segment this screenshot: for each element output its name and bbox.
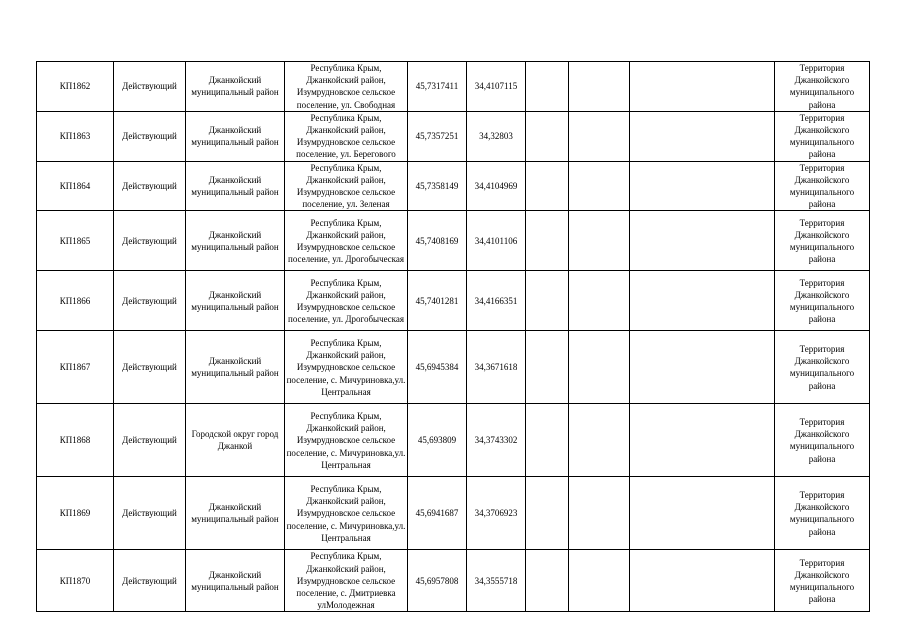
empty-cell <box>526 161 569 211</box>
status-cell: Действующий <box>114 211 186 271</box>
territory-cell: Территория Джанкойского муниципального района <box>775 477 870 550</box>
empty-cell <box>630 404 775 477</box>
empty-cell <box>526 331 569 404</box>
table-row <box>37 550 870 612</box>
municipality-cell: Джанкойский муниципальный район <box>186 161 285 211</box>
latitude-cell: 45,6945384 <box>408 331 467 404</box>
municipality-cell: Джанкойский муниципальный район <box>186 271 285 331</box>
municipality-cell: Джанкойский муниципальный район <box>186 550 285 612</box>
territory-cell: Территория Джанкойского муниципального района <box>775 331 870 404</box>
empty-cell <box>526 404 569 477</box>
territory-cell: Территория Джанкойского муниципального района <box>775 404 870 477</box>
status-cell: Действующий <box>114 161 186 211</box>
code-cell: КП1868 <box>37 404 114 477</box>
address-cell: Республика Крым, Джанкойский район, Изумрудновское сельское поселение, ул. Дрогобычеcкая <box>285 271 408 331</box>
municipality-cell: Джанкойский муниципальный район <box>186 331 285 404</box>
empty-cell <box>569 271 630 331</box>
code-cell: КП1863 <box>37 111 114 161</box>
status-cell: Действующий <box>114 62 186 112</box>
territory-cell: Территория Джанкойского муниципального района <box>775 62 870 112</box>
address-cell: Республика Крым, Джанкойский район, Изумрудновское сельское поселение, ул. Дрогобычеcкая <box>285 211 408 271</box>
status-cell: Действующий <box>114 331 186 404</box>
address-cell: Республика Крым, Джанкойский район, Изумрудновское сельское поселение, с. Мичуриновка,ул. Центральная <box>285 331 408 404</box>
municipality-cell: Джанкойский муниципальный район <box>186 211 285 271</box>
empty-cell <box>630 111 775 161</box>
municipality-cell: Джанкойский муниципальный район <box>186 111 285 161</box>
longitude-cell: 34,4104969 <box>467 161 526 211</box>
empty-cell <box>569 331 630 404</box>
table-row <box>37 404 870 477</box>
empty-cell <box>630 271 775 331</box>
table-row <box>37 331 870 404</box>
empty-cell <box>526 271 569 331</box>
code-cell: КП1862 <box>37 62 114 112</box>
address-cell: Республика Крым, Джанкойский район, Изумрудновское сельское поселение, с. Мичуриновка,ул. Центральная <box>285 404 408 477</box>
code-cell: КП1867 <box>37 331 114 404</box>
registry-table <box>36 61 870 612</box>
longitude-cell: 34,3743302 <box>467 404 526 477</box>
longitude-cell: 34,4107115 <box>467 62 526 112</box>
longitude-cell: 34,3555718 <box>467 550 526 612</box>
table-row <box>37 62 870 112</box>
longitude-cell: 34,3706923 <box>467 477 526 550</box>
table-row <box>37 161 870 211</box>
status-cell: Действующий <box>114 271 186 331</box>
empty-cell <box>569 111 630 161</box>
longitude-cell: 34,4166351 <box>467 271 526 331</box>
table-body <box>37 62 870 612</box>
code-cell: КП1865 <box>37 211 114 271</box>
address-cell: Республика Крым, Джанкойский район, Изумрудновское сельское поселение, ул. Зеленая <box>285 161 408 211</box>
empty-cell <box>526 550 569 612</box>
address-cell: Республика Крым, Джанкойский район, Изумрудновское сельское поселение, ул. Берегового <box>285 111 408 161</box>
empty-cell <box>526 211 569 271</box>
latitude-cell: 45,7408169 <box>408 211 467 271</box>
empty-cell <box>630 62 775 112</box>
empty-cell <box>569 404 630 477</box>
municipality-cell: Городской округ город Джанкой <box>186 404 285 477</box>
code-cell: КП1866 <box>37 271 114 331</box>
territory-cell: Территория Джанкойского муниципального района <box>775 161 870 211</box>
latitude-cell: 45,6957808 <box>408 550 467 612</box>
latitude-cell: 45,6941687 <box>408 477 467 550</box>
longitude-cell: 34,32803 <box>467 111 526 161</box>
empty-cell <box>569 161 630 211</box>
empty-cell <box>630 161 775 211</box>
empty-cell <box>526 111 569 161</box>
empty-cell <box>569 62 630 112</box>
code-cell: КП1864 <box>37 161 114 211</box>
address-cell: Республика Крым, Джанкойский район, Изумрудновское сельское поселение, с. Дмитриевка улМолодежная <box>285 550 408 612</box>
municipality-cell: Джанкойский муниципальный район <box>186 477 285 550</box>
empty-cell <box>526 477 569 550</box>
latitude-cell: 45,7401281 <box>408 271 467 331</box>
status-cell: Действующий <box>114 550 186 612</box>
empty-cell <box>569 550 630 612</box>
latitude-cell: 45,7317411 <box>408 62 467 112</box>
municipality-cell: Джанкойский муниципальный район <box>186 62 285 112</box>
empty-cell <box>630 550 775 612</box>
latitude-cell: 45,7357251 <box>408 111 467 161</box>
empty-cell <box>630 331 775 404</box>
address-cell: Республика Крым, Джанкойский район, Изумрудновское сельское поселение, с. Мичуриновка,ул. Центральная <box>285 477 408 550</box>
empty-cell <box>526 62 569 112</box>
table-row <box>37 211 870 271</box>
code-cell: КП1869 <box>37 477 114 550</box>
territory-cell: Территория Джанкойского муниципального района <box>775 271 870 331</box>
territory-cell: Территория Джанкойского муниципального района <box>775 550 870 612</box>
latitude-cell: 45,7358149 <box>408 161 467 211</box>
longitude-cell: 34,3671618 <box>467 331 526 404</box>
latitude-cell: 45,693809 <box>408 404 467 477</box>
table-row <box>37 111 870 161</box>
longitude-cell: 34,4101106 <box>467 211 526 271</box>
code-cell: КП1870 <box>37 550 114 612</box>
territory-cell: Территория Джанкойского муниципального района <box>775 111 870 161</box>
table-row <box>37 477 870 550</box>
status-cell: Действующий <box>114 477 186 550</box>
empty-cell <box>569 211 630 271</box>
table-row <box>37 271 870 331</box>
empty-cell <box>630 211 775 271</box>
territory-cell: Территория Джанкойского муниципального района <box>775 211 870 271</box>
status-cell: Действующий <box>114 404 186 477</box>
empty-cell <box>569 477 630 550</box>
empty-cell <box>630 477 775 550</box>
status-cell: Действующий <box>114 111 186 161</box>
address-cell: Республика Крым, Джанкойский район, Изумрудновское сельское поселение, ул. Свободная <box>285 62 408 112</box>
